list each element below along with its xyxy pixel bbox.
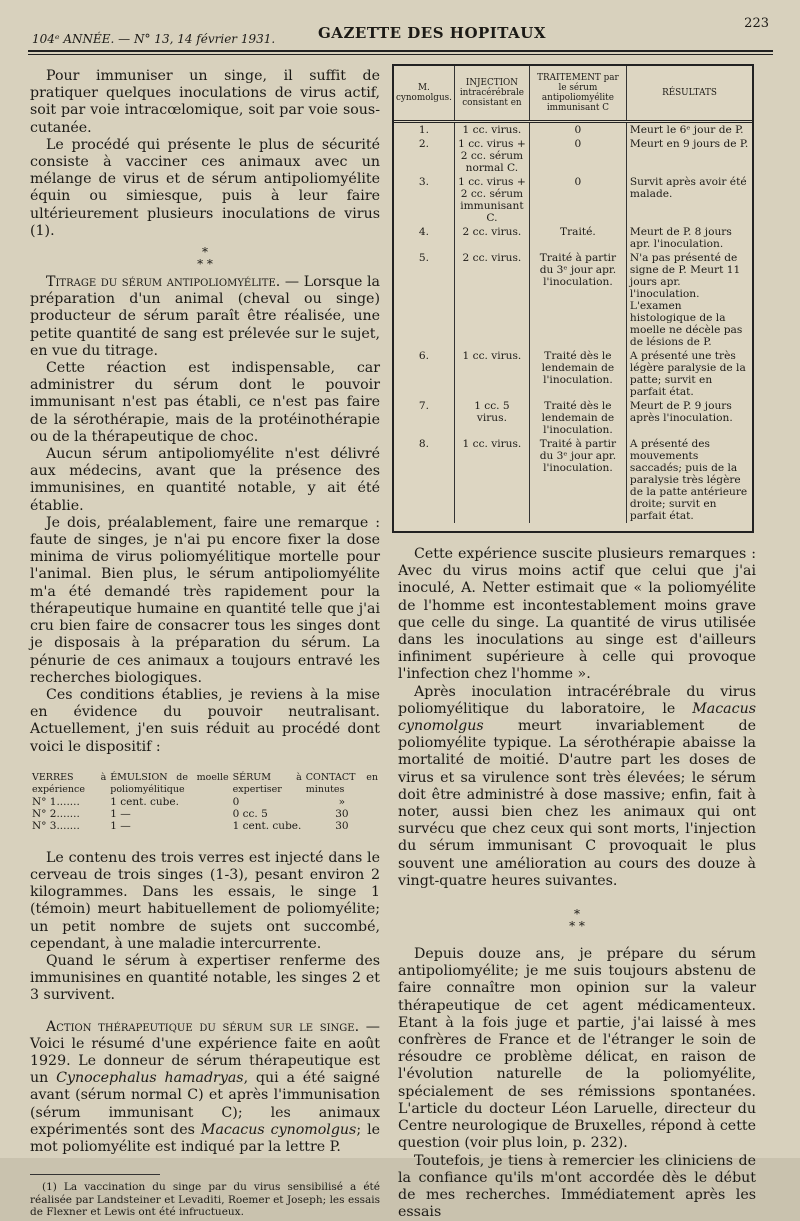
mixture-table [30,772,380,832]
mix-col-3: SÉRUM à expertiser [231,772,304,796]
paragraph: Le contenu des trois verres est injecté dans le cerveau de trois singes (1-3), pesant environ 2 kilogrammes. Dans les essais, le singe 1 (témoin) meurt habituellement de poliomyélite; un petit nombre de sujets ont succombé, cependant, à une maladie intercurrente. [30,850,380,953]
right-column [398,546,756,1221]
table-row: 7. 1 cc. 5 virus. Traité dès le lendemain de l'inoculation. Meurt de P. 9 jours après l'inoculation. [394,399,752,437]
table-row: 4. 2 cc. virus. Traité. Meurt de P. 8 jours apr. l'inoculation. [394,225,752,251]
species-name: Cynocephalus hamadryas [56,1070,243,1086]
paragraph: Le procédé qui présente le plus de sécurité consiste à vacciner ces animaux avec un mélange de virus et de sérum antipoliomyélite équin ou simiesque, puis à leur faire ultérieurement plusieurs inoculations de virus (1). [30,137,380,240]
table-row: N° 1....... 1 cent. cube. 0 » [30,796,380,808]
mix-col-2: ÉMULSION de moelle poliomyélitique [108,772,230,796]
page-header [28,14,773,44]
table-row: 1. 1 cc. virus. 0 Meurt le 6ᵉ jour de P. [394,122,752,138]
section-paragraph [30,274,380,360]
section-separator: * * * [30,246,380,270]
species-name: Macacus cynomolgus [201,1122,356,1138]
paragraph: Je dois, préalablement, faire une remarque : faute de singes, je n'ai pu encore fixer la dose minima de virus poliomyélitique mortelle pour l'animal. Bien plus, le sérum antipoliomyélite m'a été demandé très rapidement pour la thérapeutique humaine en quantité telle que j'ai cru bien faire de consacrer tous les singes dont je disposais à la préparation du sérum. La pénurie de ces animaux a toujours entravé les recherches biologiques. [30,515,380,687]
paragraph-text: Lorsque la préparation d'un animal (cheval ou singe) producteur de sérum paraît être réalisée, une petite quantité de sang est prélevée sur le sujet, en vue du titrage. [30,274,380,359]
results-table [392,64,754,533]
issue-info: 104ᵉ ANNÉE. — N° 13, 14 février 1931. [32,32,275,46]
mix-col-4: CONTACT en minutes [304,772,380,796]
paragraph: Après inoculation intracérébrale du virus poliomyélitique du laboratoire, le Macacus cynomolgus meurt invariablement de poliomyélite typique. La sérothérapie abaisse la mortalité de moitié. D'autre part les doses de virus et sa virulence sont très élevées; le sérum doit être administré à dose massive; enfin, fait à noter, aussi bien chez les animaux qui ont survécu que chez ceux qui sont morts, l'injection du sérum immunisant C provoquait le plus souvent une amélioration au cours des douze à vingt-quatre heures suivantes. [398,684,756,890]
paragraph: Pour immuniser un singe, il suffit de pratiquer quelques inoculations de virus actif, soit par voie intracœlomique, soit par voie sous-cutanée. [30,68,380,137]
table-row: N° 3....... 1 — 1 cent. cube. 30 [30,820,380,832]
paragraph: Cette réaction est indispensable, car administrer du sérum dont le pouvoir immunisant n'est pas établi, ce n'est pas faire de la sérothérapie, mais de la protéinothérapie ou de la thérapeutique de choc. [30,360,380,446]
col-results: RÉSULTATS [626,66,752,122]
col-treatment: TRAITEMENT par le sérum antipoliomyélite immunisant C [529,66,626,122]
paragraph: Ces conditions établies, je reviens à la mise en évidence du pouvoir neutralisant. Actuellement, j'en suis réduit au procédé dont voici le dispositif : [30,687,380,756]
species-name: Macacus cynomolgus [398,701,756,734]
paragraph: Quand le sérum à expertiser renferme des immunisines en quantité notable, les singes 2 et 3 survivent. [30,953,380,1005]
table-row: 3. 1 cc. virus + 2 cc. sérum immunisant C. 0 Survit après avoir été malade. [394,175,752,225]
table-row: 6. 1 cc. virus. Traité dès le lendemain de l'inoculation. A présenté une très légère paralysie de la patte; survit en parfait état. [394,349,752,399]
section-heading: Titrage du sérum antipoliomyélite. — [46,274,299,290]
paragraph: Depuis douze ans, je prépare du sérum antipoliomyélite; je me suis toujours abstenu de faire connaître mon opinion sur la valeur thérapeutique de cet agent médicamenteux. Etant à la fois juge et partie, j'ai laissé à mes confrères de France et de l'étranger le soin de résoudre ce problème délicat, en raison de l'évolution naturelle de la poliomyélite, spécialement de ses rémissions spontanées. L'article du docteur Léon Laruelle, directeur du Centre neurologique de Bruxelles, répond à cette question (voir plus loin, p. 232). [398,946,756,1152]
footnote: (1) La vaccination du singe par du virus sensibilisé a été réalisée par Landsteiner et Levaditi, Roemer et Joseph; les essais de Flexner et Lewis ont été infructueux. [30,1181,380,1219]
section-paragraph: Action thérapeutique du sérum sur le singe. — Voici le résumé d'une expérience faite en août 1929. Le donneur de sérum thérapeutique est un Cynocephalus hamadryas, qui a été saigné avant (sérum normal C) et après l'immunisation (sérum immunisant C); les animaux expérimentés sont des Macacus cynomolgus; le mot poliomyélite est indiqué par la lettre P. [30,1019,380,1157]
journal-title: GAZETTE DES HOPITAUX [318,24,546,42]
paragraph: Cette expérience suscite plusieurs remarques : Avec du virus moins actif que celui que j'ai inoculé, A. Netter estimait que « la poliomyélite de l'homme est incontestablement moins grave que celle du singe. La quantité de virus utilisée dans les inoculations au singe est d'ailleurs infiniment supérieure à celle qui provoque l'infection chez l'homme ». [398,546,756,684]
table-row: 2. 1 cc. virus + 2 cc. sérum normal C. 0 Meurt en 9 jours de P. [394,137,752,175]
header-rule [28,50,773,52]
table-row: N° 2....... 1 — 0 cc. 5 30 [30,808,380,820]
table-row: 5. 2 cc. virus. Traité à partir du 3ᵉ jour apr. l'inoculation. N'a pas présenté de signe de P. Meurt 11 jours apr. l'inoculation. L'examen histologique de la moelle ne décèle pas de lésions de P. [394,251,752,349]
table-row: 8. 1 cc. virus. Traité à partir du 3ᵉ jour apr. l'inoculation. A présenté des mouvements saccadés; puis de la paralysie très légère de la patte antérieure droite; survit en parfait état. [394,437,752,523]
col-injection: INJECTION intracérébrale consistant en [454,66,529,122]
left-column [30,68,380,1219]
section-separator: * * * [398,908,756,932]
col-monkey: M. cynomolgus. [394,66,454,122]
section-heading: Action thérapeutique du sérum sur le singe. — [46,1019,380,1035]
mix-col-1: VERRES à expérience [30,772,108,796]
page-number: 223 [744,16,769,31]
footnote-rule [30,1174,160,1175]
paragraph-text: Voici le résumé d'une expérience faite en août 1929. Le donneur de sérum thérapeutique est un [30,1036,380,1086]
header-rule-thin [28,54,773,55]
paragraph: Aucun sérum antipoliomyélite n'est délivré aux médecins, avant que la présence des immunisines, en quantité notable, y ait été établie. [30,446,380,515]
paragraph: Toutefois, je tiens à remercier les cliniciens de la confiance qu'ils m'ont accordée dès le début de mes recherches. Immédiatement après les essais [398,1153,756,1221]
